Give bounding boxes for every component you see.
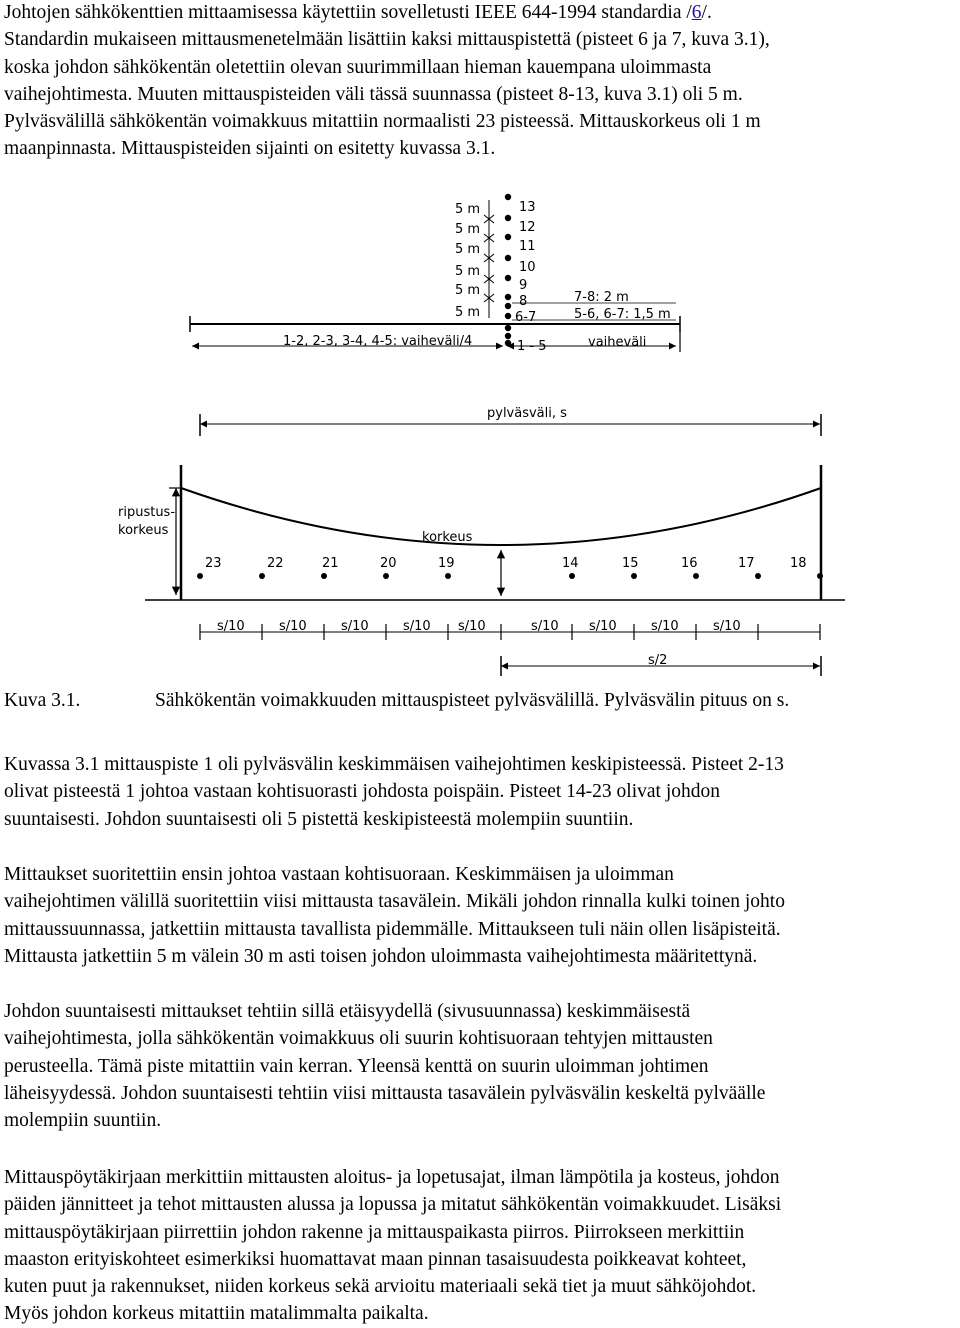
paragraph-line: suuntaisesti. Johdon suuntaisesti oli 5 pistettä keskipisteestä molempiin suuntiin. [4, 808, 634, 830]
measurement-dot [505, 294, 511, 300]
measurement-dot [321, 573, 327, 579]
legend-5-6-7: 5-6, 6-7: 1,5 m [574, 307, 671, 322]
intro-line-1-end: /. [701, 2, 712, 23]
point-label: 6-7 [515, 310, 537, 325]
paragraph-line: Johdon suuntaisesti mittaukset tehtiin sillä etäisyydellä (sivusuunnassa) keskimmäisestä [4, 1001, 691, 1022]
s10-label: s/10 [279, 619, 307, 634]
phase-spacing-label-right: vaiheväli [588, 335, 647, 350]
paragraph-line: perusteella. Tämä piste mitattiin vain kerran. Yleensä kenttä on suurin uloimman johtimen [4, 1055, 709, 1077]
top-labels [283, 200, 671, 354]
caption-text: Sähkökentän voimakkuuden mittauspisteet pylväsvälillä. Pylväsvälin pituus on s. [155, 690, 790, 711]
measurement-dot [569, 573, 575, 579]
measurement-dot [197, 573, 203, 579]
height-label: korkeus [422, 530, 473, 545]
paragraph-line: maaston erityiskohteet esimerkiksi huomattavat maan pinnan tasaisuudesta poikkeavat kohteet, [4, 1248, 747, 1270]
spacing-label: 5 m [455, 305, 481, 320]
spacing-label: 5 m [455, 283, 481, 298]
paragraph-line: mittaussuunnassa, jatkettiin mittausta tavallista pidemmälle. Mittaukseen tuli näin ollen lisäpisteitä. [4, 918, 781, 940]
paragraph-line: vaihejohtimesta, jolla sähkökentän voimakkuus oli suurin kohtisuoraan tehtyjen mittausten [4, 1028, 713, 1050]
ground-point-label: 15 [622, 556, 639, 571]
s2-label: s/2 [648, 653, 668, 668]
ground-point-label: 17 [738, 556, 755, 571]
ground-point-label: 16 [681, 556, 698, 571]
suspension-height-label-2: korkeus [118, 523, 169, 538]
paragraph-3 [4, 998, 956, 1134]
ground-point-label: 22 [267, 556, 284, 571]
measurement-dot [505, 313, 511, 319]
paragraph-line: päiden jännitteet ja tehot mittausten alussa ja lopussa ja mitatut sähkökentän voimakkuudet. Lisäksi [4, 1194, 782, 1216]
s10-label: s/10 [651, 619, 679, 634]
measurement-dot [259, 573, 265, 579]
span-label: pylväsväli, s [487, 406, 567, 421]
spacing-label: 5 m [455, 202, 481, 217]
ground-point-label: 18 [790, 556, 807, 571]
measurement-dot [505, 325, 511, 331]
conductor-sag-curve [181, 488, 821, 545]
measurement-dot [505, 194, 511, 200]
suspension-height-label-1: ripustus- [118, 505, 176, 520]
measurement-dot [383, 573, 389, 579]
measurement-dot [505, 340, 511, 346]
paragraph-line: Mittausta jatkettiin 5 m välein 30 m asti toisen johdon uloimmasta vaihejohtimesta määritettynä. [4, 945, 758, 967]
s10-label: s/10 [589, 619, 617, 634]
s10-label: s/10 [531, 619, 559, 634]
measurement-dot [505, 333, 511, 339]
measurement-dot [817, 573, 823, 579]
point-label: 12 [519, 220, 536, 235]
intro-line: maanpinnasta. Mittauspisteiden sijainti on esitetty kuvassa 3.1. [4, 138, 496, 160]
paragraph-1 [4, 751, 956, 833]
intro-line: vaihejohtimesta. Muuten mittauspisteiden väli tässä suunnassa (pisteet 8-13, kuva 3.1) oli 5 m. [4, 83, 743, 105]
intro-line: Standardin mukaiseen mittausmenetelmään lisättiin kaksi mittauspistettä (pisteet 6 ja 7, kuva 3.1), [4, 29, 770, 51]
paragraph-2 [4, 861, 956, 970]
intro-line: Pylväsvälillä sähkökentän voimakkuus mitattiin normaalisti 23 pisteessä. Mittauskorkeus oli 1 m [4, 111, 761, 133]
point-label: 9 [519, 278, 528, 293]
measurement-dot [505, 215, 511, 221]
spacing-label: 5 m [455, 242, 481, 257]
intro-line: koska johdon sähkökentän oletettiin olevan suurimmillaan hieman kauempana uloimmasta [4, 56, 712, 78]
paragraph-line: Kuvassa 3.1 mittauspiste 1 oli pylväsvälin keskimmäisen vaihejohtimen keskipisteessä. Pisteet 2-13 [4, 754, 784, 775]
point-label: 8 [519, 294, 528, 309]
measurement-dot [505, 234, 511, 240]
ground-point-label: 14 [562, 556, 579, 571]
paragraph-line: Mittauspöytäkirjaan merkittiin mittausten aloitus- ja lopetusajat, ilman lämpötila ja kosteus, johdon [4, 1167, 780, 1188]
paragraph-line: Myös johdon korkeus mitattiin matalimmalta paikalta. [4, 1303, 429, 1325]
reference-link-6[interactable]: 6 [691, 2, 702, 23]
legend-7-8: 7-8: 2 m [574, 290, 629, 305]
paragraph-line: olivat pisteestä 1 johtoa vastaan kohtisuorasti johdosta poispäin. Pisteet 14-23 olivat johdon [4, 781, 720, 803]
measurement-dot [631, 573, 637, 579]
ground-point-label: 19 [438, 556, 455, 571]
paragraph-line: kuten puut ja rakennukset, niiden korkeus sekä arvioitu materiaali sekä tiet ja muut sähköjohdot. [4, 1276, 757, 1298]
intro-line-1-text: Johtojen sähkökenttien mittaamisessa käytettiin sovelletusti IEEE 644-1994 standardia / [4, 2, 692, 23]
s10-label: s/10 [217, 619, 245, 634]
s10-label: s/10 [403, 619, 431, 634]
spacing-label: 5 m [455, 264, 481, 279]
measurement-dot [445, 573, 451, 579]
paragraph-line: molempiin suuntiin. [4, 1110, 162, 1132]
measurement-dot [505, 303, 511, 309]
point-label: 13 [519, 200, 536, 215]
intro-paragraph [4, 0, 956, 163]
bottom-labels [118, 406, 807, 668]
bottom-diagram [145, 414, 845, 676]
measurement-dot [755, 573, 761, 579]
s10-label: s/10 [458, 619, 486, 634]
top-diagram [190, 200, 680, 352]
paragraph-line: Mittaukset suoritettiin ensin johtoa vastaan kohtisuoraan. Keskimmäisen ja uloimman [4, 864, 674, 885]
ground-point-label: 23 [205, 556, 222, 571]
paragraph-line: läheisyydessä. Johdon suuntaisesti tehtiin viisi mittausta tasavälein pylväsvälin keskeltä pylväälle [4, 1082, 766, 1104]
phase-spacing-label-left: 1-2, 2-3, 3-4, 4-5: vaiheväli/4 [283, 334, 473, 349]
ground-point-label: 20 [380, 556, 397, 571]
measurement-dot [505, 255, 511, 261]
paragraph-line: vaihejohtimen välillä suoritettiin viisi mittausta tasavälein. Mikäli johdon rinnalla kulki toinen johto [4, 891, 785, 913]
spacing-label: 5 m [455, 222, 481, 237]
paragraph-4 [4, 1164, 956, 1328]
caption-label: Kuva 3.1. [4, 690, 81, 711]
measurement-dot [693, 573, 699, 579]
intro-line-1 [4, 0, 956, 26]
paragraph-line: mittauspöytäkirjaan piirrettiin johdon rakenne ja mittauspaikasta piirros. Piirrokseen merkittiin [4, 1221, 745, 1243]
figure-measurement-points [0, 182, 960, 687]
ground-point-label: 21 [322, 556, 339, 571]
s10-label: s/10 [341, 619, 369, 634]
points-1-5-label: 1 - 5 [517, 339, 547, 354]
point-label: 10 [519, 260, 536, 275]
ground-measurement-dots [197, 573, 823, 579]
point-label: 11 [519, 239, 536, 254]
measurement-dot [505, 275, 511, 281]
s10-label: s/10 [713, 619, 741, 634]
